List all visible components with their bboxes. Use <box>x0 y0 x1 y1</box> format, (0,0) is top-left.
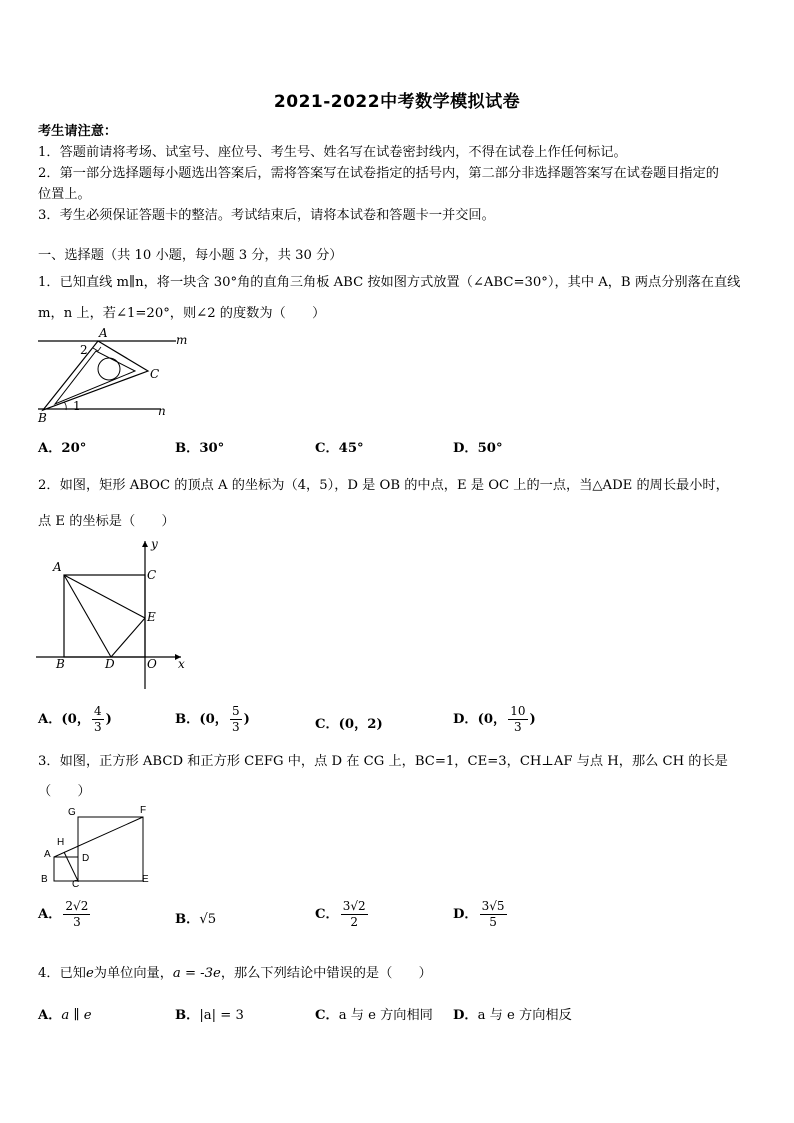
q3-label-H: H <box>57 837 65 848</box>
notice-heading: 考生请注意： <box>38 124 118 139</box>
q1-label-angle2: 2 <box>80 343 88 357</box>
q1-label-A: A <box>99 326 108 340</box>
q3-label-C: C <box>72 879 80 890</box>
q2-label-B: B <box>56 657 65 671</box>
notice-item-1: 1．答题前请将考场、试室号、座位号、考生号、姓名写在试卷密封线内，不得在试卷上作任何标记。 <box>38 145 627 160</box>
q1-line2: m，n 上，若∠1=20°，则∠2 的度数为（ ） <box>38 306 326 321</box>
q2-option-b: B．(0， $\frac{5}{3}$ ) <box>175 704 250 734</box>
q1-option-c: C．45° <box>315 441 364 456</box>
q2-option-b-fraction: $\frac{5}{3}$ <box>231 704 240 734</box>
q3-option-d: D． $\frac{3√5}{5}$ <box>453 899 505 929</box>
q1-figure <box>36 326 186 426</box>
q2-option-a: A．(0， $\frac{4}{3}$ ) <box>38 704 112 734</box>
q4-option-b: B．|a| = 3 <box>175 1008 244 1023</box>
q3-option-c-fraction: $\frac{3√2}{2}$ <box>342 899 366 929</box>
q2-option-d: D．(0， $\frac{10}{3}$ ) <box>453 704 536 734</box>
q3-option-a: A． $\frac{2√2}{3}$ <box>38 899 89 929</box>
q2-label-y: y <box>151 537 158 551</box>
notice-item-3: 3．考生必须保证答题卡的整洁。考试结束后，请将本试卷和答题卡一并交回。 <box>38 208 495 223</box>
q3-label-B: B <box>41 874 48 885</box>
q1-option-d: D．50° <box>453 441 503 456</box>
q2-line1: 2．如图，矩形 ABOC 的顶点 A 的坐标为（4，5），D 是 OB 的中点，E 是 OC 上的一点，当△ADE 的周长最小时， <box>38 478 729 493</box>
q1-option-b: B．30° <box>175 441 225 456</box>
notice-item-2: 2．第一部分选择题每小题选出答案后，需将答案写在试卷指定的括号内，第二部分非选择题答案写在试卷题目指定的 <box>38 166 719 181</box>
q3-option-b: B．√5 <box>175 912 217 927</box>
q4-option-a: A．a ∥ e <box>38 1008 92 1023</box>
q3-option-a-fraction: $\frac{2√2}{3}$ <box>65 899 89 929</box>
q3-label-A: A <box>44 849 51 860</box>
q3-label-D: D <box>82 853 90 864</box>
q3-option-c: C． $\frac{3√2}{2}$ <box>315 899 366 929</box>
q1-label-C: C <box>150 367 160 381</box>
q2-figure <box>36 537 196 692</box>
q1-label-angle1: 1 <box>73 399 81 413</box>
q2-label-A: A <box>53 560 62 574</box>
q4-option-c: C．a 与 e 方向相同 <box>315 1008 433 1023</box>
q2-option-a-fraction: $\frac{4}{3}$ <box>94 704 102 734</box>
q3-label-G: G <box>68 807 76 818</box>
q1-label-n: n <box>158 404 166 418</box>
q3-figure <box>36 804 161 888</box>
q3-option-d-fraction: $\frac{3√5}{5}$ <box>481 899 505 929</box>
q1-label-B: B <box>38 411 47 425</box>
q3-label-E: E <box>142 874 149 885</box>
q3-line2: （ ） <box>38 784 91 799</box>
q1-line1: 1．已知直线 m∥n，将一块含 30°角的直角三角板 ABC 按如图方式放置（∠ABC=30°），其中 A，B 两点分别落在直线 <box>38 275 741 290</box>
q4-equation: a = -3e <box>172 966 221 981</box>
page-title: 2021-2022中考数学模拟试卷 <box>273 92 521 112</box>
q1-option-a: A．20° <box>38 441 87 456</box>
q2-option-d-fraction: $\frac{10}{3}$ <box>510 704 526 734</box>
section-heading: 一、选择题（共 10 小题，每小题 3 分，共 30 分） <box>38 248 343 263</box>
q4-line1: 4．已知e为单位向量，a = -3e，那么下列结论中错误的是（ ） <box>38 966 432 981</box>
q2-label-x: x <box>178 657 185 671</box>
q4-vector-e: e <box>85 966 94 981</box>
q3-line1: 3．如图，正方形 ABCD 和正方形 CEFG 中，点 D 在 CG 上，BC=1，CE=3，CH⊥AF 与点 H，那么 CH 的长是 <box>38 754 728 769</box>
q2-label-D: D <box>105 657 115 671</box>
q2-option-c: C．(0，2) <box>315 717 383 732</box>
q1-label-m: m <box>176 333 188 347</box>
q4-option-d: D．a 与 e 方向相反 <box>453 1008 572 1023</box>
q3-label-F: F <box>140 805 147 816</box>
notice-item-2-cont: 位置上。 <box>38 187 91 202</box>
q2-label-E: E <box>147 610 156 624</box>
q2-label-O: O <box>147 657 157 671</box>
q2-label-C: C <box>147 568 157 582</box>
q2-line2: 点 E 的坐标是（ ） <box>38 514 175 529</box>
